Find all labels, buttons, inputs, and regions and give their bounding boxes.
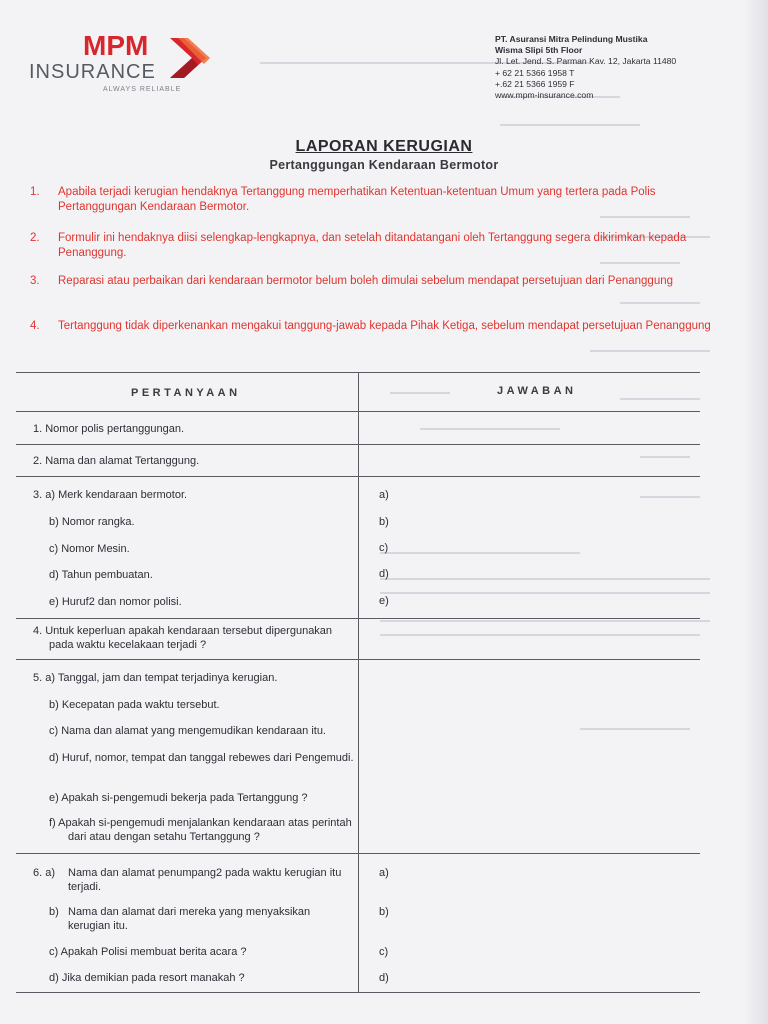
company-name: PT. Asuransi Mitra Pelindung Mustika: [495, 34, 648, 44]
company-street: Jl. Let. Jend. S. Parman Kav. 12, Jakarta 11480: [495, 56, 677, 67]
note-number: 1.: [30, 186, 40, 198]
header-question: PERTANYAAN: [131, 387, 241, 399]
question-6a-number: 6. a): [33, 867, 56, 879]
company-fax: +.62 21 5366 1959 F: [495, 78, 575, 89]
logo-insurance-text: INSURANCE: [29, 61, 156, 83]
note-text: Formulir ini hendaknya diisi selengkap-lengkapnya, dan setelah ditandatangani oleh Tertanggung segera dikirimkan kepada Penanggung.: [58, 232, 687, 259]
question-6c: c) Apakah Polisi membuat berita acara ?: [49, 946, 247, 958]
question-6b-number: b): [49, 906, 59, 918]
company-website: www.mpm-insurance.com: [495, 90, 594, 101]
note-text: Tertanggung tidak diperkenankan mengakui tanggung-jawab kepada Pihak Ketiga, sebelum mendapat persetujuan Penanggung: [58, 320, 711, 332]
question-5c: c) Nama dan alamat yang mengemudikan kendaraan itu.: [49, 725, 326, 737]
note-text: Reparasi atau perbaikan dari kendaraan bermotor belum boleh dimulai sebelum mendapat persetujuan dari Penanggung: [58, 275, 674, 287]
answer-label: b): [379, 906, 389, 918]
answer-label: a): [379, 489, 389, 501]
note-item: [30, 319, 720, 334]
answer-label: b): [379, 516, 389, 528]
question-6b: Nama dan alamat dari mereka yang menyaksikan kerugian itu.: [68, 906, 311, 932]
question-2: 2. Nama dan alamat Tertanggung.: [33, 455, 200, 467]
question-1: 1. Nomor polis pertanggungan.: [33, 423, 185, 435]
question-4: 4. Untuk keperluan apakah kendaraan tersebut dipergunakan pada waktu kecelakaan terjadi ?: [33, 625, 333, 651]
question-3e: e) Huruf2 dan nomor polisi.: [49, 596, 182, 608]
answer-label: d): [379, 568, 389, 580]
note-text: Apabila terjadi kerugian hendaknya Tertanggung memperhatikan Ketentuan-ketentuan Umum yang tertera pada Polis Pertanggungan Kendaraan Bermotor.: [58, 186, 656, 213]
question-6a: Nama dan alamat penumpang2 pada waktu kerugian itu terjadi.: [68, 867, 342, 893]
question-5d: d) Huruf, nomor, tempat dan tanggal rebewes dari Pengemudi.: [49, 752, 354, 764]
note-number: 4.: [30, 320, 40, 332]
answer-label: a): [379, 867, 389, 879]
table-rule: [16, 992, 700, 993]
page-title: [0, 138, 768, 156]
question-6d: d) Jika demikian pada resort manakah ?: [49, 972, 245, 984]
company-address-block: [495, 34, 676, 101]
note-number: 2.: [30, 232, 40, 244]
title-text: LAPORAN KERUGIAN: [295, 138, 473, 155]
question-5b: b) Kecepatan pada waktu tersebut.: [49, 699, 220, 711]
question-3b: b) Nomor rangka.: [49, 516, 135, 528]
answer-label: c): [379, 542, 389, 554]
question-3d: d) Tahun pembuatan.: [49, 569, 153, 581]
logo-mpm-text: MPM: [83, 30, 149, 61]
question-3a: 3. a) Merk kendaraan bermotor.: [33, 489, 188, 501]
note-item: [30, 274, 720, 289]
table-column-divider: [358, 372, 359, 992]
page-subtitle: Pertanggungan Kendaraan Bermotor: [269, 158, 499, 172]
note-item: [30, 231, 720, 261]
scan-edge-shadow: [744, 0, 768, 1024]
company-phone: + 62 21 5366 1958 T: [495, 67, 575, 78]
question-5a: 5. a) Tanggal, jam dan tempat terjadinya kerugian.: [33, 672, 278, 684]
logo-tagline: ALWAYS RELIABLE: [103, 86, 182, 93]
note-number: 3.: [30, 275, 40, 287]
answer-label: e): [379, 595, 389, 607]
company-building: Wisma Slipi 5th Floor: [495, 45, 583, 56]
question-3c: c) Nomor Mesin.: [49, 543, 130, 555]
question-5f: f) Apakah si-pengemudi menjalankan kendaraan atas perintah dari atau dengan setahu Tertanggung ?: [49, 817, 352, 843]
question-5e: e) Apakah si-pengemudi bekerja pada Tertanggung ?: [49, 792, 308, 804]
header-answer: JAWABAN: [497, 385, 577, 397]
answer-label: c): [379, 946, 389, 958]
mpm-chevron-logo-icon: [168, 34, 212, 82]
note-item: [30, 185, 720, 215]
answer-label: d): [379, 972, 389, 984]
